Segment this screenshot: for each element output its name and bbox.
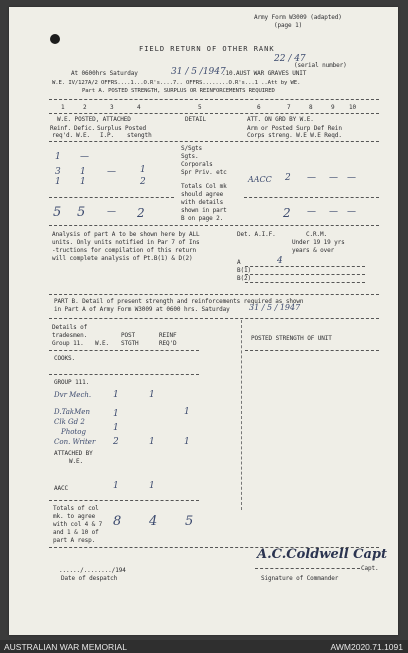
- unit-line: .10.AUST WAR GRAVES UNIT: [222, 70, 307, 77]
- at-line: At 0600hrs Saturday: [71, 70, 138, 77]
- part-a-heading: Part A. POSTED STRENGTH, SURPLUS OR REINFORCEMENTS REQUIRED: [82, 88, 275, 94]
- punch-hole: [50, 34, 60, 44]
- date-hw: 31 / 5 /1947: [171, 67, 226, 77]
- part-b-date-hw: 31 / 5 / 1947: [249, 303, 301, 312]
- form-paper: Army Form W3009 (adapted) (page 1) FIELD RETURN OF OTHER RANK 22 / 47 (serial number) At 0600hrs Saturday 31 / 5 /1947 .10.AUST WAR GRAVES UNIT W.E. IV/127A/2 OFFRS....1...O.R's....7.. OFFRS........O.R's...1 ..Att by WE. Part A. POSTED STRENGTH, SURPLUS OR REINFORCEMENTS REQUIRED 1 2 3 4 5 6 7 8 9 10 W.E. POSTED, ATTACHED DETAIL ATT. ON GRD BY W.E. Reinf. Defic. Surplus Posted req'd. W.E. I.P. stength Arm or Posted Surp Def Rein Corps streng. W.E W.E Reqd. S/Sgts Sgts. Corporals Spr Priv. etc Totals Col mk should agree with details shown in part B on page 2. 1 — 3 1 — 1 1 1 2 AACC 2 — — — 5 5 — 2 2 — — — Analysis of part A to be shown here by ALL units. Only units notified in Par 7 of Ins -tructions for compilation of this return will complete analysis of Pt.B(1) & D(2) Det. A.I.F. C.R.M. Under 19 19 yrs years & over A B(1) B(2) 4 PART B. Detail of present strength and reinforcements required as shown in Part A of Army Form W3009 at 0600 hrs. Saturday 31 / 5 / 1947 Details of tradesmen. Group 11. W.E. POST STGTH REINF REQ'D POSTED STRENGTH OF UNIT COOKS. GROUP 111. Dvr Mech. D.TakMen Clk Gd 2 Photog Con. Writer 1 1 1 1 1 2 1 1 1 ATTACHED BY W.E. AACC 1 Totals of col mk. to agree with col 4 & 7 and 1 & 10 of part A resp. 8 4 5 ....../......../194 Date of despatch A.C.Coldwell Capt Capt. Signature of Commander: [9, 7, 398, 635]
- att-by-we-heading: ATT. ON GRD BY W.E.: [247, 116, 314, 123]
- cooks-label: COOKS.: [54, 355, 76, 362]
- aacc-label: AACC: [54, 485, 69, 492]
- footer-right: AWM2020.71.1091: [330, 642, 403, 652]
- despatch-date-dots: ....../......../194: [59, 567, 126, 574]
- serial-label: (serial number): [294, 62, 347, 69]
- detail-heading: DETAIL: [185, 116, 207, 123]
- we-line: W.E. IV/127A/2 OFFRS....1...O.R's....7.. OFFRS........O.R's...1 ..Att by WE.: [52, 80, 301, 86]
- part-b-line1: PART B. Detail of present strength and reinforcements required as shown: [54, 298, 304, 305]
- signature-label: Signature of Commander: [261, 575, 339, 582]
- serial-number-hw: 22 / 47: [274, 54, 306, 64]
- aacc-value: 1: [113, 481, 119, 491]
- we-posted-attached-heading: W.E. POSTED, ATTACHED: [57, 116, 131, 123]
- part-b-line2: in Part A of Army Form W3009 at 0600 hrs. Saturday: [54, 306, 230, 313]
- capt-label: Capt.: [361, 565, 379, 572]
- form-title: FIELD RETURN OF OTHER RANK: [139, 45, 275, 53]
- footer-bar: [0, 640, 408, 653]
- page-label: (page 1): [274, 22, 303, 29]
- group-3-label: GROUP 111.: [54, 379, 90, 386]
- army-form-label: Army Form W3009 (adapted): [254, 14, 342, 21]
- commander-signature: A.C.Coldwell Capt: [257, 547, 388, 562]
- footer-left: AUSTRALIAN WAR MEMORIAL: [4, 642, 127, 652]
- despatch-date-label: Date of despatch: [61, 575, 118, 582]
